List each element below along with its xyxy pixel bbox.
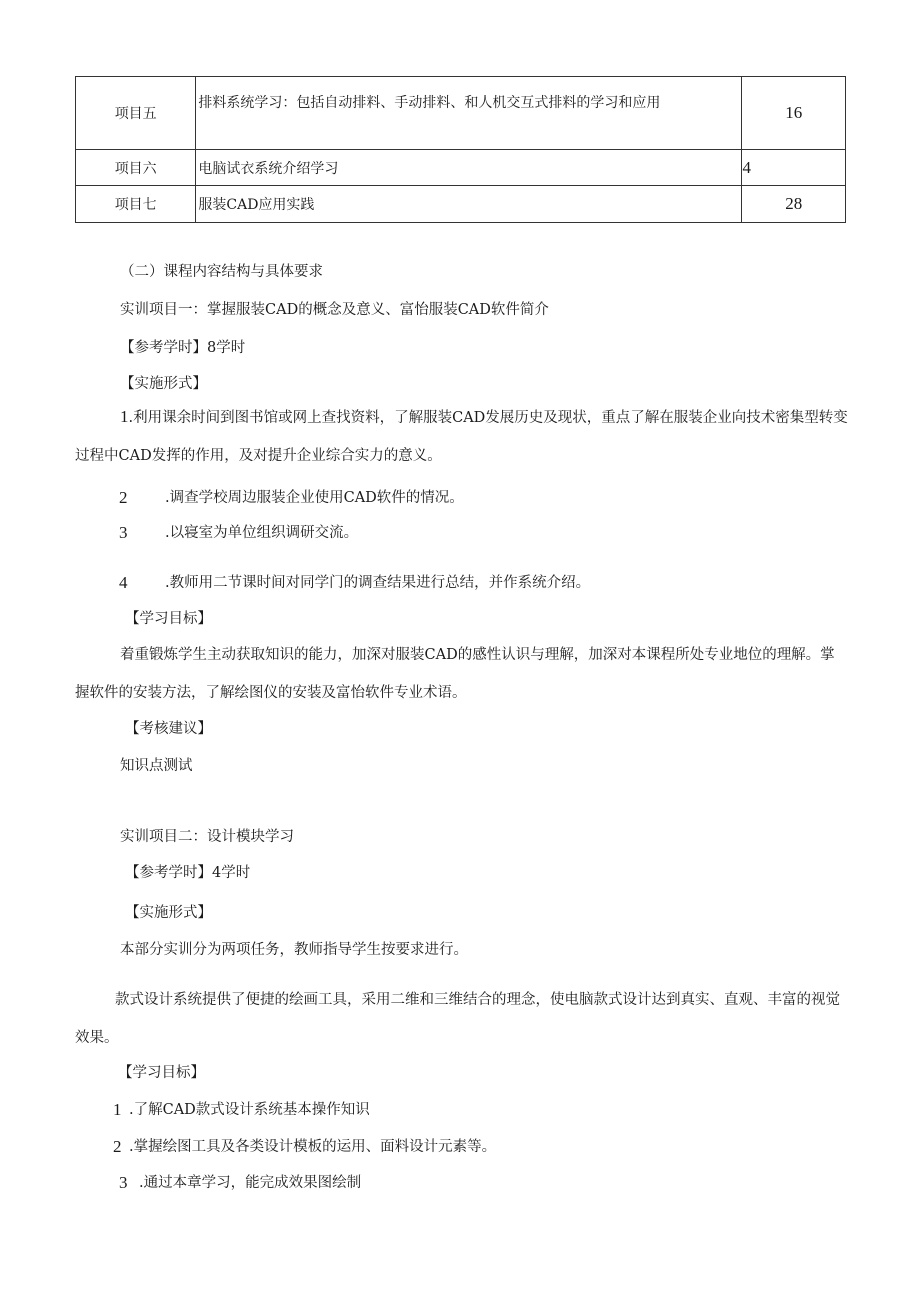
project2-title: 实训项目二：设计模块学习 [120, 829, 294, 845]
project-name-cell: 项目五 [76, 77, 196, 150]
project-hours-cell: 4 [742, 150, 846, 186]
project-name-cell: 项目七 [76, 186, 196, 223]
project1-ref-hours: 【参考学时】8学时 [120, 340, 246, 356]
project1-impl-item-3-text: .以寝室为单位组织调研交流。 [165, 525, 359, 541]
project2-desc-text: 款式设计系统提供了便捷的绘画工具，采用二维和三维结合的理念，使电脑款式设计达到真实、直观、丰富的视觉效果。 [75, 992, 840, 1046]
project1-impl-item-4-text: .教师用二节课时间对同学门的调查结果进行总结，并作系统介绍。 [165, 575, 591, 591]
project-content-cell: 排料系统学习：包括自动排料、手动排料、和人机交互式排料的学习和应用 [196, 77, 742, 150]
project1-assess-heading: 【考核建议】 [125, 721, 212, 737]
project2-ref-hours: 【参考学时】4学时 [125, 865, 251, 881]
project-content-cell: 电脑试衣系统介绍学习 [196, 150, 742, 186]
project2-goal-item-3-number: 3 [119, 1173, 128, 1192]
project-name-cell: 项目六 [76, 150, 196, 186]
project2-goal-item-3-text: .通过本章学习，能完成效果图绘制 [139, 1175, 362, 1191]
section-heading: （二）课程内容结构与具体要求 [120, 264, 323, 280]
table-row [76, 186, 846, 223]
project2-goal-item-2-number: 2 [113, 1137, 122, 1156]
project1-goal-text: 着重锻炼学生主动获取知识的能力，加深对服装CAD的感性认识与理解，加深对本课程所处专业地位的理解。掌握软件的安装方法，了解绘图仪的安装及富怡软件专业术语。 [75, 647, 835, 701]
project1-impl-item-1 [75, 398, 848, 475]
project1-goal-heading: 【学习目标】 [125, 611, 212, 627]
project1-impl-heading: 【实施形式】 [120, 376, 207, 392]
course-hours-table [75, 76, 846, 223]
project2-impl-text: 本部分实训分为两项任务，教师指导学生按要求进行。 [120, 942, 468, 958]
project1-assess-text: 知识点测试 [120, 758, 193, 774]
project-content-cell: 服装CAD应用实践 [196, 186, 742, 223]
project1-impl-item-2-text: .调查学校周边服装企业使用CAD软件的情况。 [165, 490, 464, 506]
project-hours-cell: 16 [742, 77, 846, 150]
table-row [76, 150, 846, 186]
project2-goal-item-2-text: .掌握绘图工具及各类设计模板的运用、面料设计元素等。 [129, 1139, 497, 1155]
project2-goal-item-1-text: .了解CAD款式设计系统基本操作知识 [129, 1102, 370, 1118]
project-hours-cell: 28 [742, 186, 846, 223]
project1-impl-item-4-number: 4 [119, 573, 128, 592]
project1-impl-item-3-number: 3 [119, 523, 128, 542]
table-row [76, 77, 846, 150]
item-number: 1 [120, 407, 129, 426]
item-text: .利用课余时间到图书馆或网上查找资料，了解服装CAD发展历史及现状，重点了解在服装企业向技术密集型转变过程中CAD发挥的作用，及对提升企业综合实力的意义。 [75, 410, 848, 464]
project2-impl-heading: 【实施形式】 [125, 905, 212, 921]
project1-impl-item-2-number: 2 [119, 488, 128, 507]
project1-title: 实训项目一：掌握服装CAD的概念及意义、富怡服装CAD软件简介 [120, 302, 549, 318]
project2-goal-item-1-number: 1 [113, 1100, 122, 1119]
project2-goal-heading: 【学习目标】 [118, 1065, 205, 1081]
